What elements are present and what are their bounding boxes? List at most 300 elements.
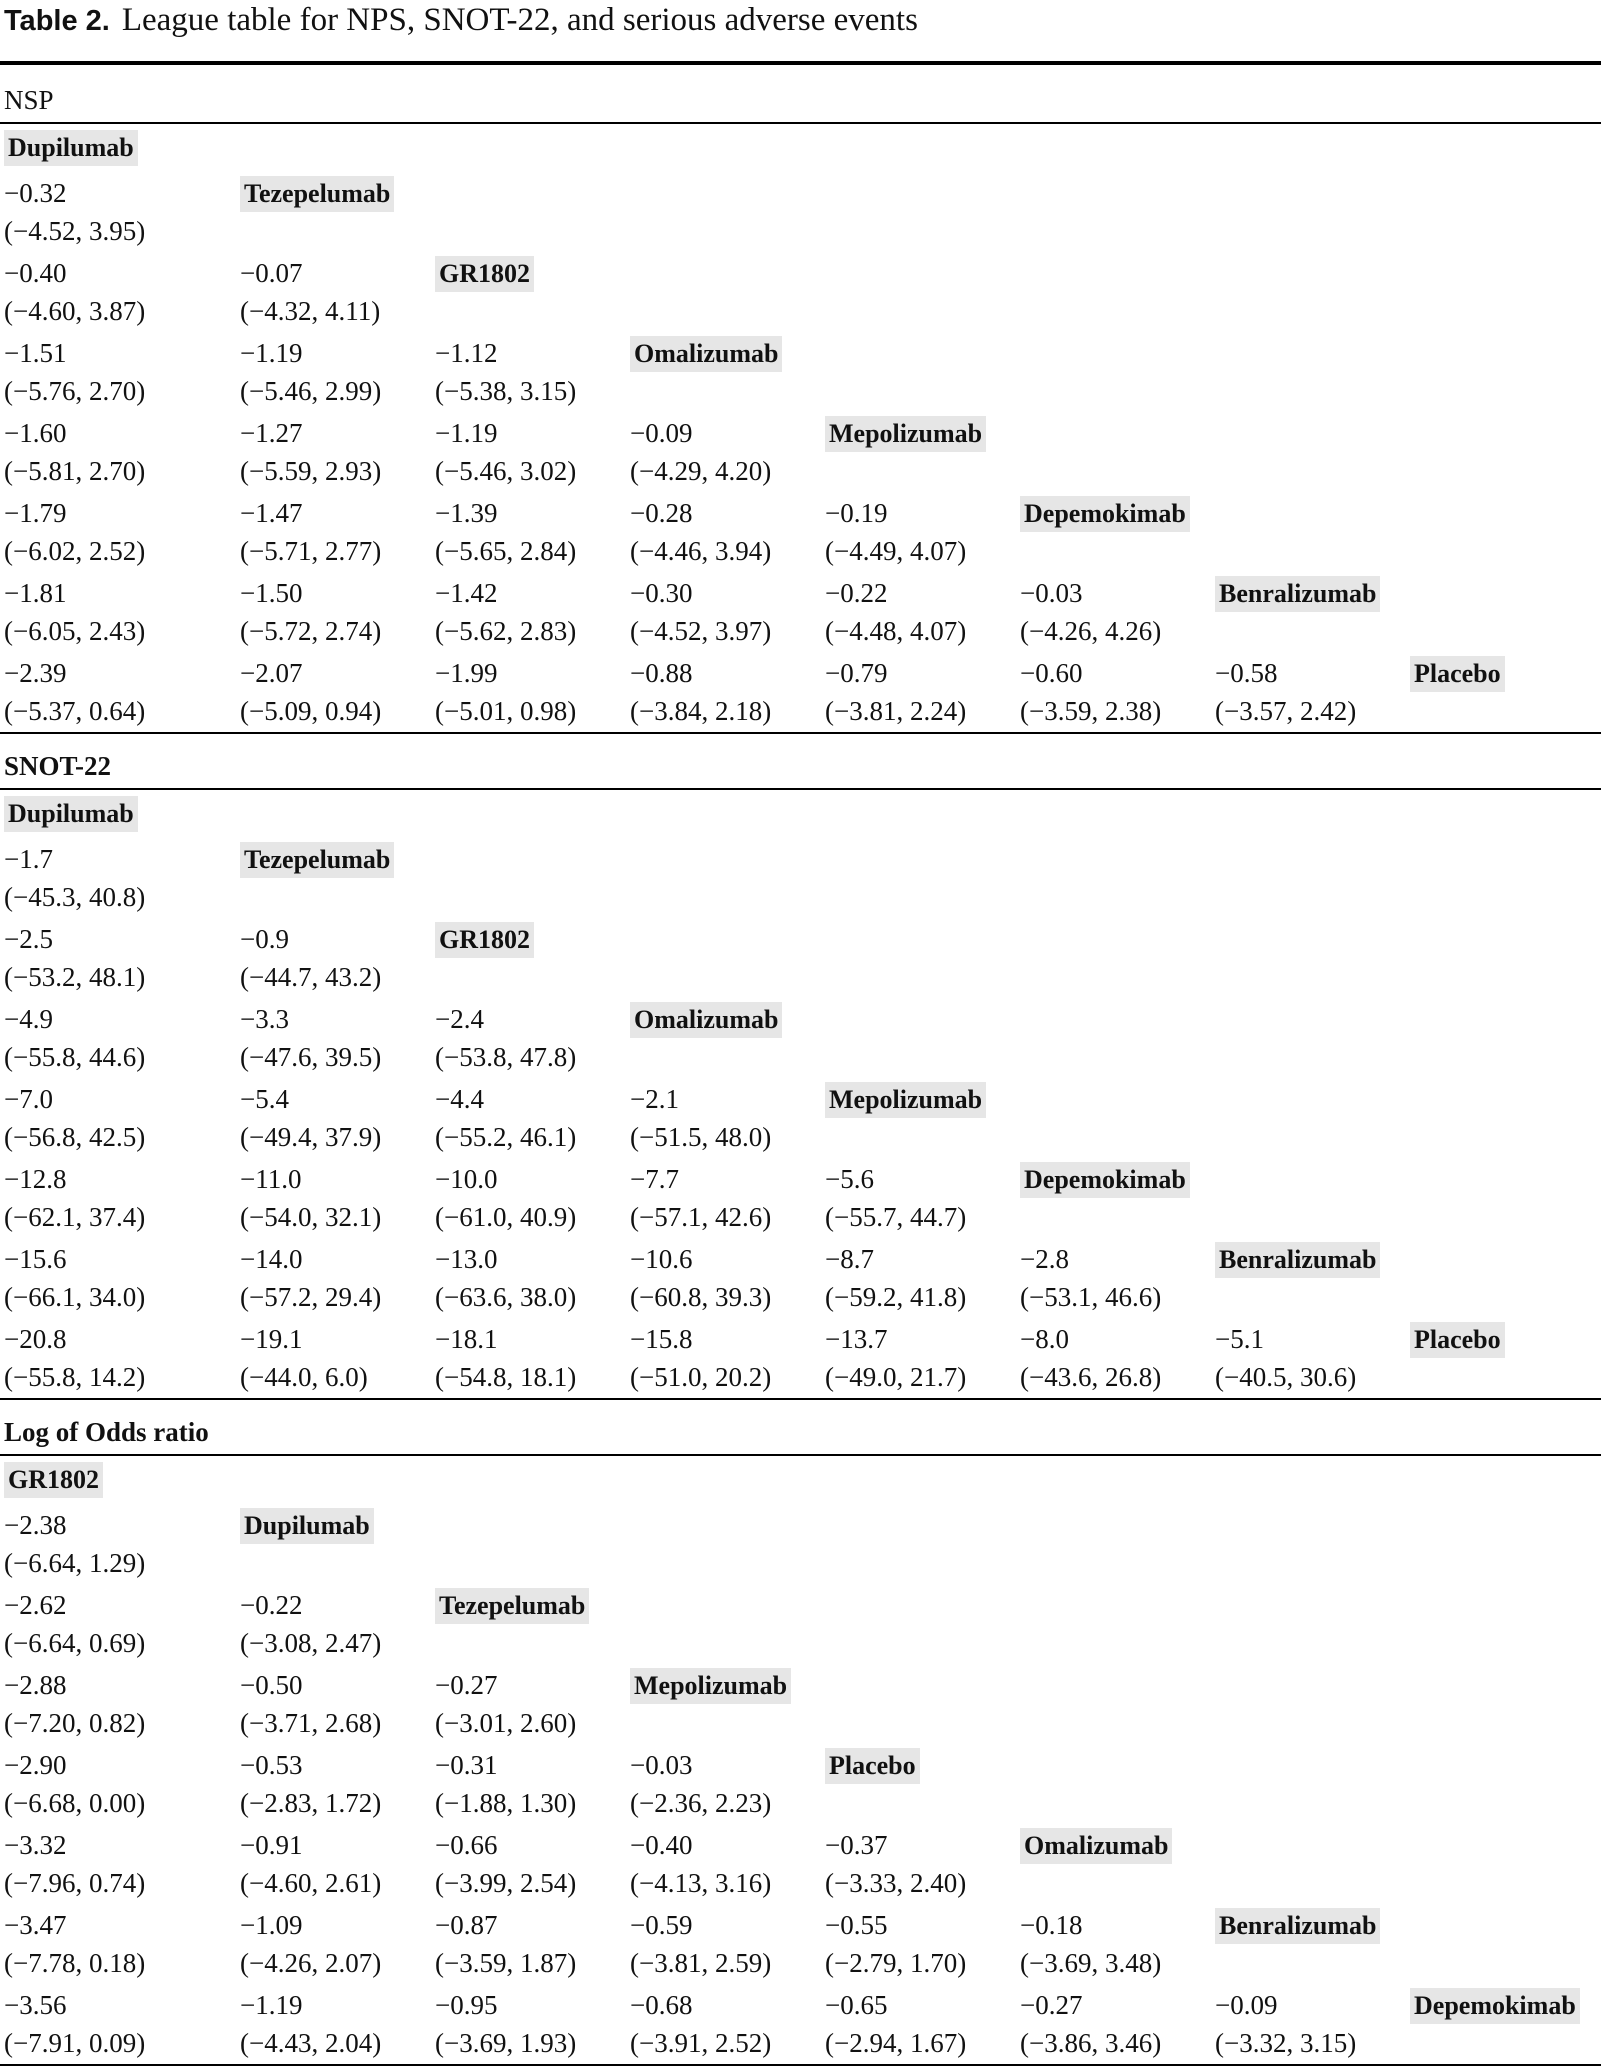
- effect-estimate: −2.38: [4, 1510, 67, 1540]
- comparison-cell: [1215, 1320, 1407, 1400]
- comparison-cell: [630, 494, 822, 574]
- effect-estimate: −1.50: [240, 578, 303, 608]
- effect-estimate: −0.66: [435, 1830, 498, 1860]
- table-row: [0, 1506, 1601, 1586]
- comparison-cell: [1020, 1906, 1212, 1986]
- section-rule: [0, 1454, 1601, 1456]
- effect-estimate: −0.03: [1020, 578, 1083, 608]
- effect-estimate: −0.58: [1215, 658, 1278, 688]
- confidence-interval: (−3.59, 2.38): [1020, 696, 1162, 726]
- comparison-cell: [435, 1666, 627, 1746]
- table-row: [0, 1320, 1601, 1400]
- comparison-cell: [825, 1906, 1017, 1986]
- effect-estimate: −0.59: [630, 1910, 693, 1940]
- confidence-interval: (−4.49, 4.07): [825, 536, 967, 566]
- confidence-interval: (−3.32, 3.15): [1215, 2028, 1357, 2058]
- section-rule: [0, 788, 1601, 790]
- table-row: [0, 1000, 1601, 1080]
- effect-estimate: −3.47: [4, 1910, 67, 1940]
- comparison-cell: [630, 1320, 822, 1400]
- comparison-cell: [1020, 1986, 1212, 2066]
- table-row: [0, 1666, 1601, 1746]
- comparison-cell: [825, 494, 1017, 574]
- effect-estimate: −8.7: [825, 1244, 874, 1274]
- confidence-interval: (−63.6, 38.0): [435, 1282, 577, 1312]
- confidence-interval: (−6.02, 2.52): [4, 536, 146, 566]
- table-row: [0, 840, 1601, 920]
- effect-estimate: −1.19: [240, 338, 303, 368]
- confidence-interval: (−4.26, 2.07): [240, 1948, 382, 1978]
- comparison-cell: [435, 334, 627, 414]
- confidence-interval: (−55.2, 46.1): [435, 1122, 577, 1152]
- comparison-cell: [825, 1986, 1017, 2066]
- effect-estimate: −1.7: [4, 844, 53, 874]
- table-row: [0, 494, 1601, 574]
- effect-estimate: −1.60: [4, 418, 67, 448]
- effect-estimate: −0.28: [630, 498, 693, 528]
- comparison-cell: [630, 1986, 822, 2066]
- effect-estimate: −1.39: [435, 498, 498, 528]
- effect-estimate: −1.19: [435, 418, 498, 448]
- confidence-interval: (−47.6, 39.5): [240, 1042, 382, 1072]
- confidence-interval: (−57.2, 29.4): [240, 1282, 382, 1312]
- confidence-interval: (−54.0, 32.1): [240, 1202, 382, 1232]
- effect-estimate: −13.7: [825, 1324, 888, 1354]
- treatment-label: Tezepelumab: [240, 842, 394, 878]
- confidence-interval: (−56.8, 42.5): [4, 1122, 146, 1152]
- effect-estimate: −1.79: [4, 498, 67, 528]
- confidence-interval: (−3.71, 2.68): [240, 1708, 382, 1738]
- confidence-interval: (−4.32, 4.11): [240, 296, 381, 326]
- confidence-interval: (−4.43, 2.04): [240, 2028, 382, 2058]
- treatment-label: Dupilumab: [4, 130, 138, 166]
- confidence-interval: (−4.29, 4.20): [630, 456, 772, 486]
- comparison-cell: [4, 1826, 196, 1906]
- table-row: [0, 1746, 1601, 1826]
- comparison-cell: [825, 654, 1017, 734]
- effect-estimate: −20.8: [4, 1324, 67, 1354]
- confidence-interval: (−5.37, 0.64): [4, 696, 146, 726]
- confidence-interval: (−55.8, 14.2): [4, 1362, 146, 1392]
- effect-estimate: −15.8: [630, 1324, 693, 1354]
- effect-estimate: −0.03: [630, 1750, 693, 1780]
- table-label: Table 2.: [4, 5, 110, 37]
- confidence-interval: (−7.91, 0.09): [4, 2028, 146, 2058]
- effect-estimate: −0.27: [1020, 1990, 1083, 2020]
- effect-estimate: −11.0: [240, 1164, 302, 1194]
- confidence-interval: (−5.62, 2.83): [435, 616, 577, 646]
- comparison-cell: [4, 1320, 196, 1400]
- comparison-cell: [825, 574, 1017, 654]
- confidence-interval: (−5.46, 2.99): [240, 376, 382, 406]
- comparison-cell: [240, 334, 432, 414]
- comparison-cell: [240, 1000, 432, 1080]
- confidence-interval: (−4.52, 3.95): [4, 216, 146, 246]
- section-bottom-rule: [0, 732, 1601, 734]
- confidence-interval: (−2.36, 2.23): [630, 1788, 772, 1818]
- confidence-interval: (−6.05, 2.43): [4, 616, 146, 646]
- effect-estimate: −4.4: [435, 1084, 484, 1114]
- confidence-interval: (−53.2, 48.1): [4, 962, 146, 992]
- comparison-cell: [435, 1080, 627, 1160]
- table-row: [0, 1080, 1601, 1160]
- confidence-interval: (−1.88, 1.30): [435, 1788, 577, 1818]
- confidence-interval: (−59.2, 41.8): [825, 1282, 967, 1312]
- comparison-cell: [435, 1986, 627, 2066]
- confidence-interval: (−6.64, 0.69): [4, 1628, 146, 1658]
- comparison-cell: [4, 1586, 196, 1666]
- confidence-interval: (−3.01, 2.60): [435, 1708, 577, 1738]
- effect-estimate: −1.09: [240, 1910, 303, 1940]
- comparison-cell: [4, 1000, 196, 1080]
- effect-estimate: −0.50: [240, 1670, 303, 1700]
- treatment-label: Placebo: [1410, 656, 1505, 692]
- confidence-interval: (−3.57, 2.42): [1215, 696, 1357, 726]
- treatment-label: Benralizumab: [1215, 1908, 1380, 1944]
- confidence-interval: (−5.76, 2.70): [4, 376, 146, 406]
- effect-estimate: −5.4: [240, 1084, 289, 1114]
- comparison-cell: [4, 334, 196, 414]
- table-row: [0, 1906, 1601, 1986]
- treatment-label: Omalizumab: [630, 1002, 782, 1038]
- treatment-label: Tezepelumab: [240, 176, 394, 212]
- effect-estimate: −0.91: [240, 1830, 303, 1860]
- section-title: Log of Odds ratio: [4, 1417, 209, 1447]
- comparison-cell: [240, 1746, 432, 1826]
- comparison-cell: [240, 574, 432, 654]
- effect-estimate: −1.47: [240, 498, 303, 528]
- confidence-interval: (−3.33, 2.40): [825, 1868, 967, 1898]
- comparison-cell: [435, 1906, 627, 1986]
- comparison-cell: [630, 1826, 822, 1906]
- confidence-interval: (−5.59, 2.93): [240, 456, 382, 486]
- comparison-cell: [240, 1160, 432, 1240]
- effect-estimate: −14.0: [240, 1244, 303, 1274]
- effect-estimate: −2.8: [1020, 1244, 1069, 1274]
- effect-estimate: −0.79: [825, 658, 888, 688]
- effect-estimate: −0.40: [630, 1830, 693, 1860]
- table-row: [0, 1986, 1601, 2066]
- confidence-interval: (−43.6, 26.8): [1020, 1362, 1162, 1392]
- effect-estimate: −0.95: [435, 1990, 498, 2020]
- confidence-interval: (−4.13, 3.16): [630, 1868, 772, 1898]
- confidence-interval: (−5.72, 2.74): [240, 616, 382, 646]
- effect-estimate: −0.07: [240, 258, 303, 288]
- effect-estimate: −7.0: [4, 1084, 53, 1114]
- treatment-label: Mepolizumab: [825, 1082, 986, 1118]
- confidence-interval: (−4.48, 4.07): [825, 616, 967, 646]
- treatment-label: Depemokimab: [1020, 1162, 1190, 1198]
- effect-estimate: −4.9: [4, 1004, 53, 1034]
- effect-estimate: −0.68: [630, 1990, 693, 2020]
- confidence-interval: (−40.5, 30.6): [1215, 1362, 1357, 1392]
- effect-estimate: −0.53: [240, 1750, 303, 1780]
- confidence-interval: (−53.1, 46.6): [1020, 1282, 1162, 1312]
- comparison-cell: [4, 920, 196, 1000]
- table-row: [0, 1160, 1601, 1240]
- effect-estimate: −12.8: [4, 1164, 67, 1194]
- effect-estimate: −2.90: [4, 1750, 67, 1780]
- effect-estimate: −0.87: [435, 1910, 498, 1940]
- treatment-label: Omalizumab: [1020, 1828, 1172, 1864]
- treatment-label: Depemokimab: [1020, 496, 1190, 532]
- comparison-cell: [630, 1906, 822, 1986]
- confidence-interval: (−49.4, 37.9): [240, 1122, 382, 1152]
- comparison-cell: [240, 1666, 432, 1746]
- top-rule: [0, 61, 1601, 65]
- confidence-interval: (−44.7, 43.2): [240, 962, 382, 992]
- confidence-interval: (−5.65, 2.84): [435, 536, 577, 566]
- effect-estimate: −2.39: [4, 658, 67, 688]
- comparison-cell: [435, 1160, 627, 1240]
- confidence-interval: (−4.52, 3.97): [630, 616, 772, 646]
- effect-estimate: −10.0: [435, 1164, 498, 1194]
- confidence-interval: (−51.0, 20.2): [630, 1362, 772, 1392]
- confidence-interval: (−54.8, 18.1): [435, 1362, 577, 1392]
- effect-estimate: −0.27: [435, 1670, 498, 1700]
- confidence-interval: (−57.1, 42.6): [630, 1202, 772, 1232]
- comparison-cell: [240, 654, 432, 734]
- treatment-label: Mepolizumab: [825, 416, 986, 452]
- section-rule: [0, 122, 1601, 124]
- confidence-interval: (−45.3, 40.8): [4, 882, 146, 912]
- comparison-cell: [630, 414, 822, 494]
- treatment-label: Benralizumab: [1215, 1242, 1380, 1278]
- comparison-cell: [1020, 574, 1212, 654]
- effect-estimate: −10.6: [630, 1244, 693, 1274]
- comparison-cell: [4, 574, 196, 654]
- treatment-label: GR1802: [435, 922, 534, 958]
- section-bottom-rule: [0, 1398, 1601, 1400]
- comparison-cell: [630, 1746, 822, 1826]
- confidence-interval: (−3.99, 2.54): [435, 1868, 577, 1898]
- comparison-cell: [630, 1080, 822, 1160]
- comparison-cell: [4, 174, 196, 254]
- section-title: SNOT-22: [4, 751, 112, 781]
- comparison-cell: [1020, 654, 1212, 734]
- comparison-cell: [825, 1240, 1017, 1320]
- table-row: [0, 1826, 1601, 1906]
- confidence-interval: (−7.96, 0.74): [4, 1868, 146, 1898]
- effect-estimate: −0.30: [630, 578, 693, 608]
- confidence-interval: (−4.26, 4.26): [1020, 616, 1162, 646]
- effect-estimate: −2.62: [4, 1590, 67, 1620]
- table-row: [0, 920, 1601, 1000]
- effect-estimate: −0.22: [825, 578, 888, 608]
- effect-estimate: −3.3: [240, 1004, 289, 1034]
- treatment-label: Depemokimab: [1410, 1988, 1580, 2024]
- confidence-interval: (−55.8, 44.6): [4, 1042, 146, 1072]
- confidence-interval: (−3.91, 2.52): [630, 2028, 772, 2058]
- comparison-cell: [1020, 1240, 1212, 1320]
- comparison-cell: [435, 574, 627, 654]
- effect-estimate: −0.65: [825, 1990, 888, 2020]
- comparison-cell: [825, 1826, 1017, 1906]
- confidence-interval: (−3.81, 2.24): [825, 696, 967, 726]
- confidence-interval: (−5.46, 3.02): [435, 456, 577, 486]
- table-row: [0, 414, 1601, 494]
- confidence-interval: (−4.60, 3.87): [4, 296, 146, 326]
- confidence-interval: (−51.5, 48.0): [630, 1122, 772, 1152]
- effect-estimate: −0.19: [825, 498, 888, 528]
- effect-estimate: −0.31: [435, 1750, 498, 1780]
- comparison-cell: [4, 840, 196, 920]
- comparison-cell: [4, 1986, 196, 2066]
- table-row: [0, 174, 1601, 254]
- confidence-interval: (−6.68, 0.00): [4, 1788, 146, 1818]
- comparison-cell: [4, 1240, 196, 1320]
- treatment-label: GR1802: [4, 1462, 103, 1498]
- comparison-cell: [630, 654, 822, 734]
- comparison-cell: [4, 494, 196, 574]
- effect-estimate: −13.0: [435, 1244, 498, 1274]
- confidence-interval: (−66.1, 34.0): [4, 1282, 146, 1312]
- effect-estimate: −2.88: [4, 1670, 67, 1700]
- treatment-label: GR1802: [435, 256, 534, 292]
- confidence-interval: (−53.8, 47.8): [435, 1042, 577, 1072]
- effect-estimate: −1.27: [240, 418, 303, 448]
- effect-estimate: −8.0: [1020, 1324, 1069, 1354]
- comparison-cell: [4, 414, 196, 494]
- confidence-interval: (−5.71, 2.77): [240, 536, 382, 566]
- effect-estimate: −1.12: [435, 338, 498, 368]
- comparison-cell: [240, 920, 432, 1000]
- table-row: [0, 1586, 1601, 1666]
- treatment-label: Dupilumab: [240, 1508, 374, 1544]
- effect-estimate: −0.37: [825, 1830, 888, 1860]
- comparison-cell: [4, 254, 196, 334]
- comparison-cell: [240, 1986, 432, 2066]
- comparison-cell: [4, 1080, 196, 1160]
- confidence-interval: (−5.81, 2.70): [4, 456, 146, 486]
- effect-estimate: −1.19: [240, 1990, 303, 2020]
- confidence-interval: (−2.94, 1.67): [825, 2028, 967, 2058]
- comparison-cell: [4, 1160, 196, 1240]
- effect-estimate: −0.18: [1020, 1910, 1083, 1940]
- table-row: [0, 574, 1601, 654]
- confidence-interval: (−5.09, 0.94): [240, 696, 382, 726]
- effect-estimate: −15.6: [4, 1244, 67, 1274]
- comparison-cell: [1215, 1986, 1407, 2066]
- comparison-cell: [825, 1160, 1017, 1240]
- comparison-cell: [240, 1906, 432, 1986]
- effect-estimate: −2.1: [630, 1084, 679, 1114]
- effect-estimate: −0.22: [240, 1590, 303, 1620]
- comparison-cell: [4, 1666, 196, 1746]
- effect-estimate: −1.99: [435, 658, 498, 688]
- treatment-label: Mepolizumab: [630, 1668, 791, 1704]
- comparison-cell: [240, 1240, 432, 1320]
- comparison-cell: [4, 1506, 196, 1586]
- treatment-label: Omalizumab: [630, 336, 782, 372]
- effect-estimate: −0.32: [4, 178, 67, 208]
- effect-estimate: −18.1: [435, 1324, 498, 1354]
- table-row: [0, 334, 1601, 414]
- comparison-cell: [630, 1240, 822, 1320]
- comparison-cell: [4, 654, 196, 734]
- effect-estimate: −1.42: [435, 578, 498, 608]
- effect-estimate: −7.7: [630, 1164, 679, 1194]
- comparison-cell: [435, 1320, 627, 1400]
- effect-estimate: −0.40: [4, 258, 67, 288]
- comparison-cell: [435, 1000, 627, 1080]
- comparison-cell: [240, 414, 432, 494]
- comparison-cell: [240, 1320, 432, 1400]
- effect-estimate: −0.09: [630, 418, 693, 448]
- treatment-label: Placebo: [825, 1748, 920, 1784]
- confidence-interval: (−49.0, 21.7): [825, 1362, 967, 1392]
- confidence-interval: (−3.08, 2.47): [240, 1628, 382, 1658]
- confidence-interval: (−3.84, 2.18): [630, 696, 772, 726]
- confidence-interval: (−2.83, 1.72): [240, 1788, 382, 1818]
- effect-estimate: −0.9: [240, 924, 289, 954]
- effect-estimate: −5.1: [1215, 1324, 1264, 1354]
- confidence-interval: (−3.86, 3.46): [1020, 2028, 1162, 2058]
- confidence-interval: (−2.79, 1.70): [825, 1948, 967, 1978]
- confidence-interval: (−61.0, 40.9): [435, 1202, 577, 1232]
- effect-estimate: −0.09: [1215, 1990, 1278, 2020]
- effect-estimate: −3.56: [4, 1990, 67, 2020]
- effect-estimate: −0.55: [825, 1910, 888, 1940]
- effect-estimate: −1.81: [4, 578, 67, 608]
- comparison-cell: [630, 1160, 822, 1240]
- confidence-interval: (−3.69, 1.93): [435, 2028, 577, 2058]
- effect-estimate: −1.51: [4, 338, 67, 368]
- confidence-interval: (−5.01, 0.98): [435, 696, 577, 726]
- effect-estimate: −2.4: [435, 1004, 484, 1034]
- comparison-cell: [4, 1746, 196, 1826]
- table-row: [0, 254, 1601, 334]
- effect-estimate: −2.07: [240, 658, 303, 688]
- confidence-interval: (−5.38, 3.15): [435, 376, 577, 406]
- comparison-cell: [240, 494, 432, 574]
- effect-estimate: −0.88: [630, 658, 693, 688]
- comparison-cell: [630, 574, 822, 654]
- comparison-cell: [240, 1080, 432, 1160]
- table-caption: League table for NPS, SNOT-22, and serious adverse events: [121, 2, 918, 38]
- confidence-interval: (−3.59, 1.87): [435, 1948, 577, 1978]
- table-row: [0, 654, 1601, 734]
- effect-estimate: −3.32: [4, 1830, 67, 1860]
- confidence-interval: (−60.8, 39.3): [630, 1282, 772, 1312]
- confidence-interval: (−4.46, 3.94): [630, 536, 772, 566]
- treatment-label: Placebo: [1410, 1322, 1505, 1358]
- comparison-cell: [435, 1826, 627, 1906]
- confidence-interval: (−6.64, 1.29): [4, 1548, 146, 1578]
- comparison-cell: [435, 1240, 627, 1320]
- table-row: [0, 1240, 1601, 1320]
- comparison-cell: [1020, 1320, 1212, 1400]
- confidence-interval: (−3.69, 3.48): [1020, 1948, 1162, 1978]
- effect-estimate: −5.6: [825, 1164, 874, 1194]
- treatment-label: Benralizumab: [1215, 576, 1380, 612]
- comparison-cell: [240, 1586, 432, 1666]
- effect-estimate: −0.60: [1020, 658, 1083, 688]
- comparison-cell: [240, 1826, 432, 1906]
- confidence-interval: (−55.7, 44.7): [825, 1202, 967, 1232]
- confidence-interval: (−62.1, 37.4): [4, 1202, 146, 1232]
- comparison-cell: [825, 1320, 1017, 1400]
- comparison-cell: [435, 414, 627, 494]
- confidence-interval: (−7.78, 0.18): [4, 1948, 146, 1978]
- section-title: NSP: [4, 85, 54, 115]
- comparison-cell: [4, 1906, 196, 1986]
- treatment-label: Dupilumab: [4, 796, 138, 832]
- comparison-cell: [435, 1746, 627, 1826]
- effect-estimate: −2.5: [4, 924, 53, 954]
- confidence-interval: (−7.20, 0.82): [4, 1708, 146, 1738]
- effect-estimate: −19.1: [240, 1324, 303, 1354]
